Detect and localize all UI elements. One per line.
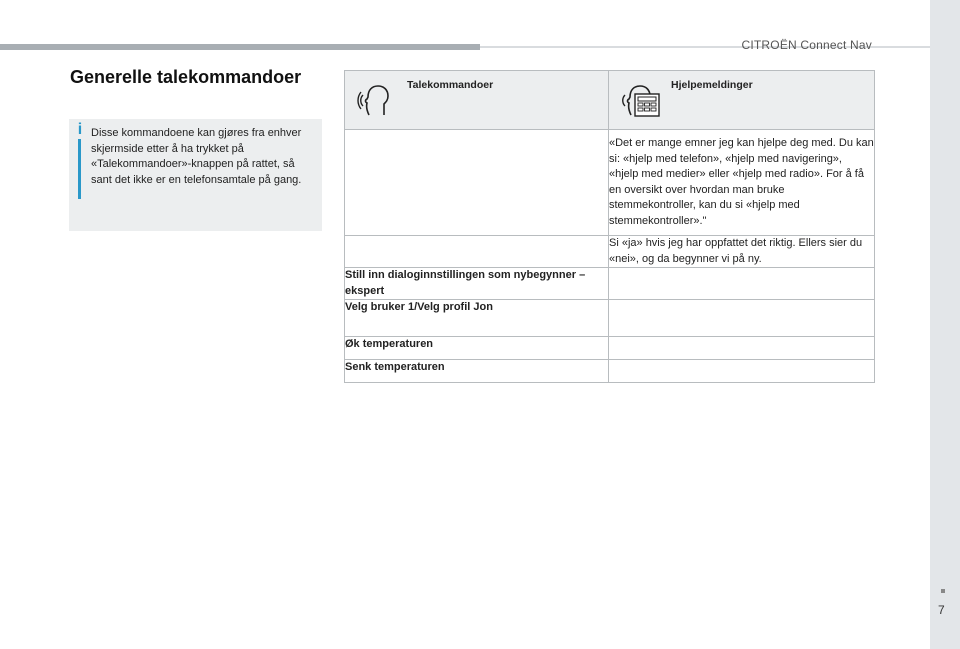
message-cell <box>609 337 875 360</box>
page-number: 7 <box>938 603 945 617</box>
col-header-label: Talekommandoer <box>407 79 494 91</box>
info-text: Disse kommandoene kan gjøres fra enhver skjermside etter å ha trykket på «Talekommandoer»-knappen på rattet, så sant det ikke er en telefonsamtale på gang. <box>91 127 302 186</box>
table-row <box>345 337 875 360</box>
table-row <box>345 300 875 337</box>
voice-keypad-icon <box>621 81 661 119</box>
section-title: Generelle talekommandoer <box>70 67 302 87</box>
info-accent-bar <box>78 139 81 199</box>
table-row <box>345 130 875 236</box>
message-cell: Si «ja» hvis jeg har oppfattet det riktig. Ellers sier du «nei», og da begynner vi på ny. <box>609 236 875 268</box>
page-margin-strip <box>930 0 960 649</box>
voice-command-table <box>344 70 875 383</box>
table-header-commands <box>345 71 609 130</box>
command-cell: Øk temperaturen <box>345 337 609 360</box>
brand-header: CITROËN Connect Nav <box>741 38 872 52</box>
table-header-messages <box>609 71 875 130</box>
command-cell: Still inn dialoginnstillingen som nybegynner – ekspert <box>345 268 609 300</box>
header-rule <box>0 44 480 50</box>
table-row <box>345 360 875 383</box>
command-cell: Senk temperaturen <box>345 360 609 383</box>
command-cell: Velg bruker 1/Velg profil Jon <box>345 300 609 337</box>
message-cell: «Det er mange emner jeg kan hjelpe deg med. Du kan si: «hjelp med telefon», «hjelp med navigering», «hjelp med medier» eller «hjelp med radio». For å få en oversikt over hvordan man bruke stemmekontroller, kan du si «hjelp med stemmekontroller»." <box>609 130 875 236</box>
table-row <box>345 268 875 300</box>
message-cell <box>609 300 875 337</box>
info-box <box>69 119 322 231</box>
info-icon: i <box>77 121 83 138</box>
col-header-label: Hjelpemeldinger <box>671 79 753 91</box>
speaking-head-icon <box>357 81 393 119</box>
table-row <box>345 236 875 268</box>
command-cell <box>345 236 609 268</box>
message-cell <box>609 360 875 383</box>
command-cell <box>345 130 609 236</box>
message-cell <box>609 268 875 300</box>
page-marker <box>941 589 945 593</box>
